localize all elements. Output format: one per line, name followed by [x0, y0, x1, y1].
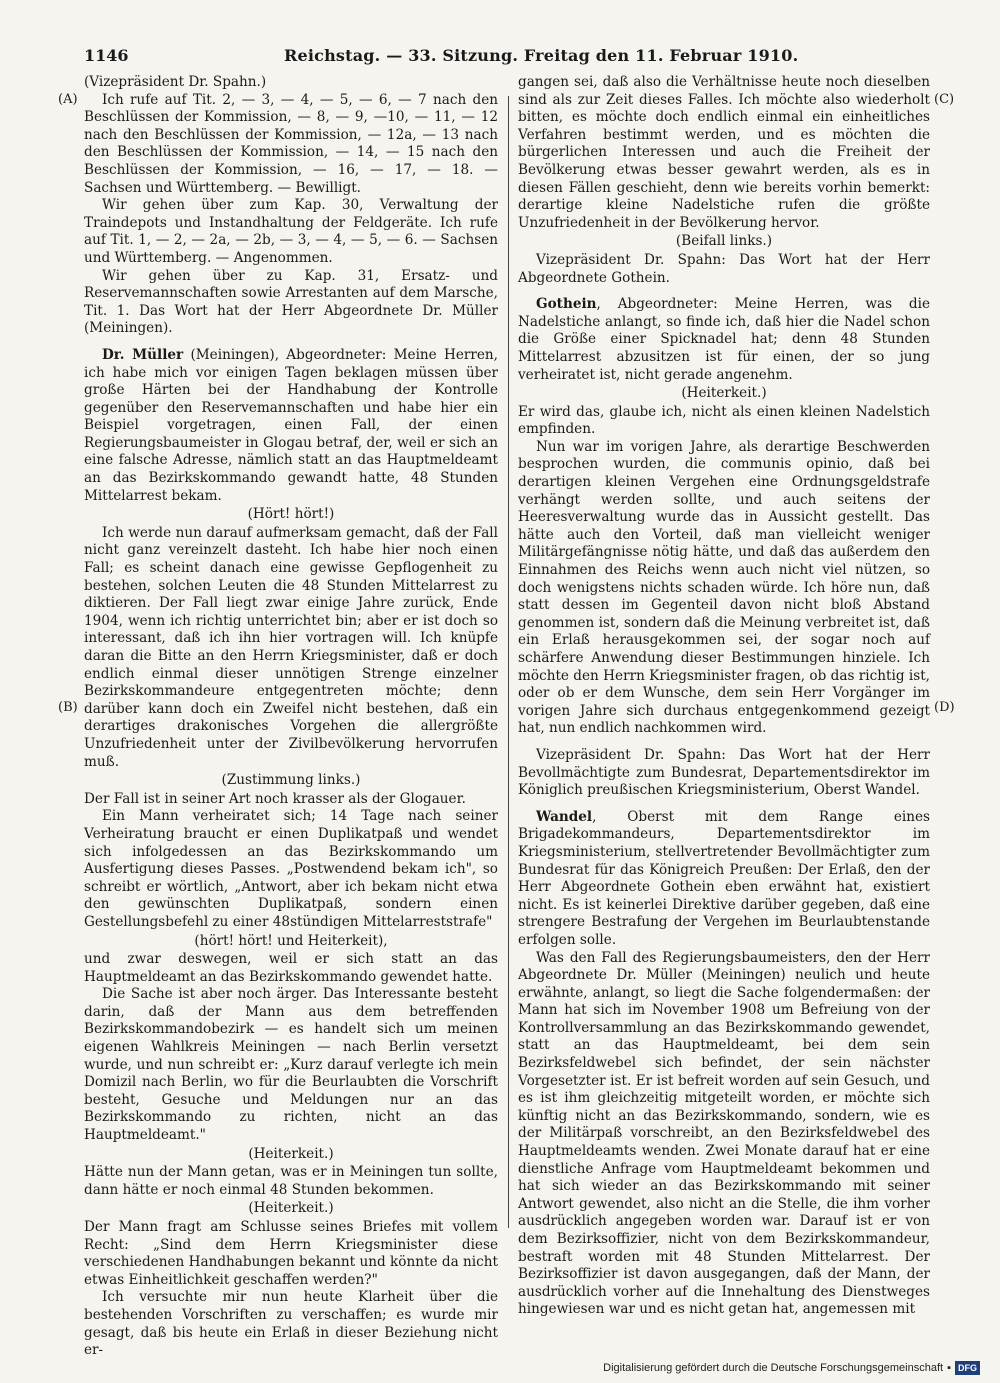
margin-mark-b: (B) — [58, 700, 78, 715]
speaker-name: Wandel — [536, 808, 593, 825]
speech-paragraph — [84, 347, 498, 505]
paragraph: Der Fall ist in seiner Art noch krasser als der Glogauer. — [84, 790, 466, 807]
speech-paragraph — [518, 809, 930, 950]
speaker-tag: (Vizepräsident Dr. Spahn.) — [84, 74, 267, 90]
paragraph: Wir gehen über zum Kap. 30, Verwaltung der Traindepots und Instandhaltung der Feldgeräte. Ich rufe auf Tit. 1, — 2, — 2a, — 2b, — 3, — 4, — 5, — 6. — Sachsen und Württemberg. — Angenommen. — [84, 197, 498, 266]
paragraph: gangen sei, daß also die Verhältnisse heute noch dieselben sind als zur Zeit dieses Falles. Ich möchte also wiederholt bitten, es möchte doch endlich einmal ein einheitliches Verfahren bestimmt werden, und es möchten die bürgerlichen Interessen und auch die Freiheit der Bevölkerung etwas besser gewahrt werden, als es in diesen Fällen geschieht, denn wie bereits vorhin bemerkt: derartige kleine Nadelstiche rufen die größte Unzufriedenheit in der Bevölkerung hervor. — [518, 74, 930, 231]
separator-icon: ▪ — [947, 1362, 951, 1374]
page-header — [84, 46, 930, 70]
paragraph: Er wird das, glaube ich, nicht als einen kleinen Nadelstich empfinden. — [518, 403, 930, 438]
speaker-name: Gothein — [536, 296, 597, 313]
paragraph: Ich rufe auf Tit. 2, — 3, — 4, — 5, — 6, — 7 nach den Beschlüssen der Kommission, — 8, — 9, —10, — 11, — 12 nach den Beschlüssen der Kommission, — 12a, — 13 nach den Beschlüssen der Kommission, — 14, — 15 nach den Beschlüssen der Kommission, — 16, — 17, — 18. — Sachsen und Württemberg. — Bewilligt. — [84, 91, 498, 196]
speech-paragraph — [518, 296, 930, 384]
column-rule — [508, 96, 509, 1228]
paragraph: Ich werde nun darauf aufmerksam gemacht, daß der Fall nicht ganz vereinzelt dasteht. Ich habe hier noch einen Fall; es scheint danach eine gewisse Gepflogenheit zu bestehen, solchen Leuten die 48 Stunden Mittelarrest zu diktieren. Der Fall liegt zwar einige Jahre zurück, Ende 1904, wenn ich richtig unterrichtet bin; aber er ist doch so interessant, daß ich ihn hier vortragen will. Ich knüpfe daran die Bitte an den Herrn Kriegsminister, daß er doch endlich einmal dieser unnötigen Strenge einzelner Bezirkskommandeure entgegentreten möchte; denn darüber kann doch ein Zweifel nicht bestehen, daß ein derartiges drakonisches Vorgehen die allergrößte Unzufriedenheit unter der Zivilbevölkerung hervorrufen muß. — [84, 524, 498, 770]
paragraph: Was den Fall des Regierungsbaumeisters, den der Herr Abgeordnete Dr. Müller (Meiningen) neulich und heute erwähnte, anlangt, so liegt die Sache folgendermaßen: der Mann hat sich im November 1908 um Befreiung von der Kontrollversammlung an das Bezirkskommando gewendet, statt an das Hauptmeldeamt, bei dem sein Bezirksfeldwebel sich befindet, der sein nächster Vorgesetzter ist. Er ist befreit worden auf sein Gesuch, und es ist ihm gleichzeitig mitgeteilt worden, er möchte sich künftig nicht an das Bezirkskommando, sondern, wie es der Militärpaß vorschreibt, an den Bezirksfeldwebel des Hauptmeldeamts wenden. Zwei Monate darauf hat er eine dienstliche Anfrage vom Hauptmeldeamt bekommen und hat sich wieder an das Bezirkskommando mit seiner Antwort gewendet, also nicht an die Stelle, die ihm vorher ausdrücklich angegeben worden war. Darauf ist er von dem Bezirksoffizier, nicht von dem Bezirkskommandeur, bestraft worden mit 48 Stunden Mittelarrest. Der Bezirksoffizier ist davon ausgegangen, daß der Mann, der ausdrücklich vorher auf die Innehaltung des Dienstweges hingewiesen war und es nicht getan hat, angemessen mit — [518, 949, 930, 1318]
paragraph: Vizepräsident Dr. Spahn: Das Wort hat der Herr Abgeordnete Gothein. — [518, 251, 930, 286]
left-column — [84, 74, 498, 1360]
paragraph: Vizepräsident Dr. Spahn: Das Wort hat der Herr Bevollmächtigte zum Bundesrat, Departementsdirektor im Königlich preußischen Kriegsministerium, Oberst Wandel. — [518, 746, 930, 799]
paragraph: Ich versuchte mir nun heute Klarheit über die bestehenden Vorschriften zu verschaffen; es wurde mir gesagt, daß bis heute ein Erlaß in dieser Beziehung nicht er- — [84, 1289, 498, 1359]
interjection: (hört! hört! und Heiterkeit), — [194, 932, 388, 949]
dfg-logo-icon: DFG — [955, 1361, 980, 1375]
speech-text: , Abgeordneter: Meine Herren, was die Nadelstiche anlangt, so finde ich, daß hier die Nadel schon die Größe einer Spicknadel hat; denn 48 Stunden Mittelarrest abzusitzen ist für einen, der so jung verheiratet ist, nicht gerade angenehm. — [518, 296, 930, 383]
paragraph: und zwar deswegen, weil er sich statt an das Hauptmeldeamt an das Bezirkskommando gewendet hatte. — [84, 951, 498, 985]
interjection: (Beifall links.) — [675, 233, 773, 250]
interjection: (Hört! hört!) — [247, 506, 335, 523]
speech-text: (Meiningen), Abgeordneter: Meine Herren, ich habe mich vor einigen Tagen beklagen müssen über große Härten bei der Handhabung der Kontrolle gegenüber den Reservemannschaften und habe hier ein Beispiel vorgetragen, einen Fall, der einen Regierungsbaumeister in Glogau betraf, der, weil er sich an eine falsche Adresse, nämlich statt an das Hauptmeldeamt an das Bezirkskommando gewandt hatte, 48 Stunden Mittelarrest bekam. — [84, 346, 498, 504]
paragraph: Der Mann fragt am Schlusse seines Briefes mit vollem Recht: „Sind dem Herrn Kriegsminister diese verschiedenen Handhabungen bekannt und könnte da nicht etwas Einheitlichkeit geschaffen werden?" — [84, 1219, 498, 1288]
interjection: (Heiterkeit.) — [248, 1200, 334, 1217]
right-column — [518, 74, 930, 1319]
paragraph: Nun war im vorigen Jahre, als derartige Beschwerden besprochen wurden, die communis opinio, daß bei derartigen kleinen Vergehen eine Ordnungsgeldstrafe verhängt werden sollte, und auch seitens der Heeresverwaltung wurde das in Aussicht gestellt. Das hätte auch den Vorteil, daß man vielleicht weniger Militärgefängnisse nötig hätte, und daß das außerdem den Einnahmen des Reichs wenn auch nicht viel nützen, so doch wenigstens nichts schaden würde. Ich höre nun, daß statt dessen im Gegenteil davon nicht bloß Abstand genommen ist, sondern daß die Meinung verbreitet ist, daß ein Erlaß herausgekommen sei, der sogar noch auf schärfere Anwendung dieser Bestimmungen hinziele. Ich möchte den Herrn Kriegsminister fragen, ob das richtig ist, oder ob er dem Wunsche, dem sein Herr Vorgänger im vorigen Jahre sich durchaus entgegenkommend gezeigt hat, nun endlich nachkommen wird. — [518, 438, 930, 737]
footer-credit — [603, 1361, 980, 1375]
interjection: (Heiterkeit.) — [681, 385, 767, 402]
footer-text: Digitalisierung gefördert durch die Deutsche Forschungsgemeinschaft — [603, 1362, 944, 1374]
interjection: (Heiterkeit.) — [248, 1145, 334, 1162]
margin-mark-a: (A) — [58, 92, 78, 107]
speech-text: , Oberst mit dem Range eines Brigadekommandeurs, Departementsdirektor im Kriegsministerium, stellvertretender Bevollmächtigter zum Bundesrat für das Königreich Preußen: Der Erlaß, den der Herr Abgeordnete Gothein eben erwähnt hat, existiert nicht. Es ist keinerlei Direktive darüber gegeben, daß eine strengere Bestrafung der Vergehen im Beurlaubtenstande erfolgen solle. — [518, 808, 930, 948]
interjection: (Zustimmung links.) — [221, 772, 361, 789]
page-number: 1146 — [84, 46, 129, 65]
paragraph: Die Sache ist aber noch ärger. Das Interessante besteht darin, daß der Mann aus dem betreffenden Bezirkskommandobezirk — es handelt sich um meinen eigenen Wahlkreis Meiningen — nach Berlin versetzt wurde, und nun schreibt er: „Kurz darauf verlegte ich mein Domizil nach Berlin, wo für die Beurlaubten die Vorschrift besteht, Gesuche und Meldungen nur an das Bezirkskommando zu richten, nicht an das Hauptmeldeamt." — [84, 986, 498, 1144]
margin-mark-d: (D) — [934, 700, 955, 715]
margin-mark-c: (C) — [934, 92, 955, 107]
paragraph: Wir gehen über zu Kap. 31, Ersatz- und Reservemannschaften sowie Arrestanten auf dem Marsche, Tit. 1. Das Wort hat der Herr Abgeordnete Dr. Müller (Meiningen). — [84, 267, 498, 337]
running-title: Reichstag. — 33. Sitzung. Freitag den 11. Februar 1910. — [284, 46, 799, 65]
paragraph: Ein Mann verheiratet sich; 14 Tage nach seiner Verheiratung braucht er einen Duplikatpaß und wendet sich infolgedessen an das Bezirkskommando um Ausfertigung dieses Passes. „Postwendend bekam ich", so schreibt er wörtlich, „Antwort, aber ich bekam nicht etwa den gewünschten Duplikatpaß, sondern einen Gestellungsbefehl zu einer 48stündigen Mittelarreststrafe" — [84, 808, 498, 930]
paragraph: Hätte nun der Mann getan, was er in Meiningen tun sollte, dann hätte er noch einmal 48 Stunden bekommen. — [84, 1164, 498, 1198]
speaker-name: Dr. Müller — [102, 346, 184, 363]
